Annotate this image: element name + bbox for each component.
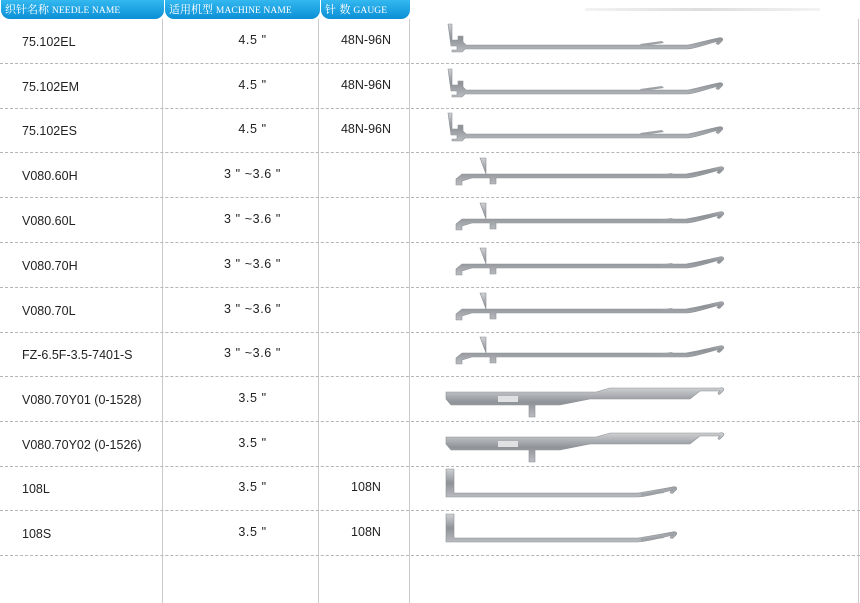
latch-needle-tall-butt-icon (440, 512, 730, 554)
latch-needle-hooked-heel-icon (440, 199, 730, 241)
latch-needle-hooked-heel-icon (440, 289, 730, 331)
header-machine-name-zh: 适用机型 (169, 3, 213, 16)
machine-size: 3.5 " (238, 480, 267, 494)
gauge-value: 48N-96N (340, 33, 392, 47)
latch-needle-tall-butt-icon (440, 467, 730, 509)
needle-name: V080.70L (22, 304, 76, 318)
table-row (0, 152, 860, 198)
header-needle-name-zh: 织针名称 (5, 3, 49, 16)
gauge-value: 108N (351, 525, 381, 539)
gauge-value: 48N-96N (340, 78, 392, 92)
header-machine-name (165, 0, 320, 19)
gauge-value: 108N (351, 480, 381, 494)
latch-needle-short-butt-icon (440, 20, 730, 62)
header-gauge-zh: 针 数 (325, 3, 351, 16)
header-machine-name-en: MACHINE NAME (215, 6, 292, 16)
machine-size: 4.5 " (238, 122, 267, 136)
table-row (0, 63, 860, 109)
header-gauge (321, 0, 410, 19)
needle-name: V080.60L (22, 214, 76, 228)
latch-needle-wide-body-icon (440, 423, 730, 465)
latch-needle-hooked-heel-icon (440, 244, 730, 286)
table-row (0, 242, 860, 288)
header-gauge-en: GAUGE (353, 6, 388, 16)
latch-needle-hooked-heel-icon (440, 333, 730, 375)
table-row (0, 287, 860, 333)
machine-size: 3.5 " (238, 525, 267, 539)
machine-size: 3 " ~3.6 " (224, 302, 281, 316)
needle-name: 75.102EM (22, 80, 79, 94)
table-row (0, 197, 860, 243)
needle-name: 108S (22, 527, 52, 541)
gauge-value: 48N-96N (340, 122, 392, 136)
machine-size: 3.5 " (238, 436, 267, 450)
header-decor-line (585, 8, 820, 11)
machine-size: 3.5 " (238, 391, 267, 405)
table-row (0, 421, 860, 467)
machine-size: 3 " ~3.6 " (224, 212, 281, 226)
latch-needle-short-butt-icon (440, 109, 730, 151)
machine-size: 3 " ~3.6 " (224, 167, 281, 181)
latch-needle-hooked-heel-icon (440, 154, 730, 196)
needle-name: FZ-6.5F-3.5-7401-S (22, 348, 133, 362)
machine-size: 3 " ~3.6 " (224, 346, 281, 360)
machine-size: 3 " ~3.6 " (224, 257, 281, 271)
needle-name: 75.102ES (22, 124, 77, 138)
table-row (0, 332, 860, 377)
machine-size: 4.5 " (238, 78, 267, 92)
table-row (0, 466, 860, 511)
needle-name: V080.70Y02 (0-1526) (22, 438, 142, 452)
latch-needle-short-butt-icon (440, 65, 730, 107)
table-row (0, 108, 860, 153)
needle-name: 108L (22, 482, 50, 496)
table-row (0, 555, 860, 603)
table-row (0, 510, 860, 556)
needle-name: V080.60H (22, 169, 78, 183)
header-needle-name (1, 0, 164, 19)
table-row (0, 19, 860, 64)
machine-size: 4.5 " (238, 33, 267, 47)
latch-needle-wide-body-icon (440, 378, 730, 420)
table-row (0, 376, 860, 422)
needle-name: 75.102EL (22, 35, 76, 49)
needle-name: V080.70Y01 (0-1528) (22, 393, 142, 407)
needle-name: V080.70H (22, 259, 78, 273)
header-needle-name-en: NEEDLE NAME (51, 6, 121, 16)
